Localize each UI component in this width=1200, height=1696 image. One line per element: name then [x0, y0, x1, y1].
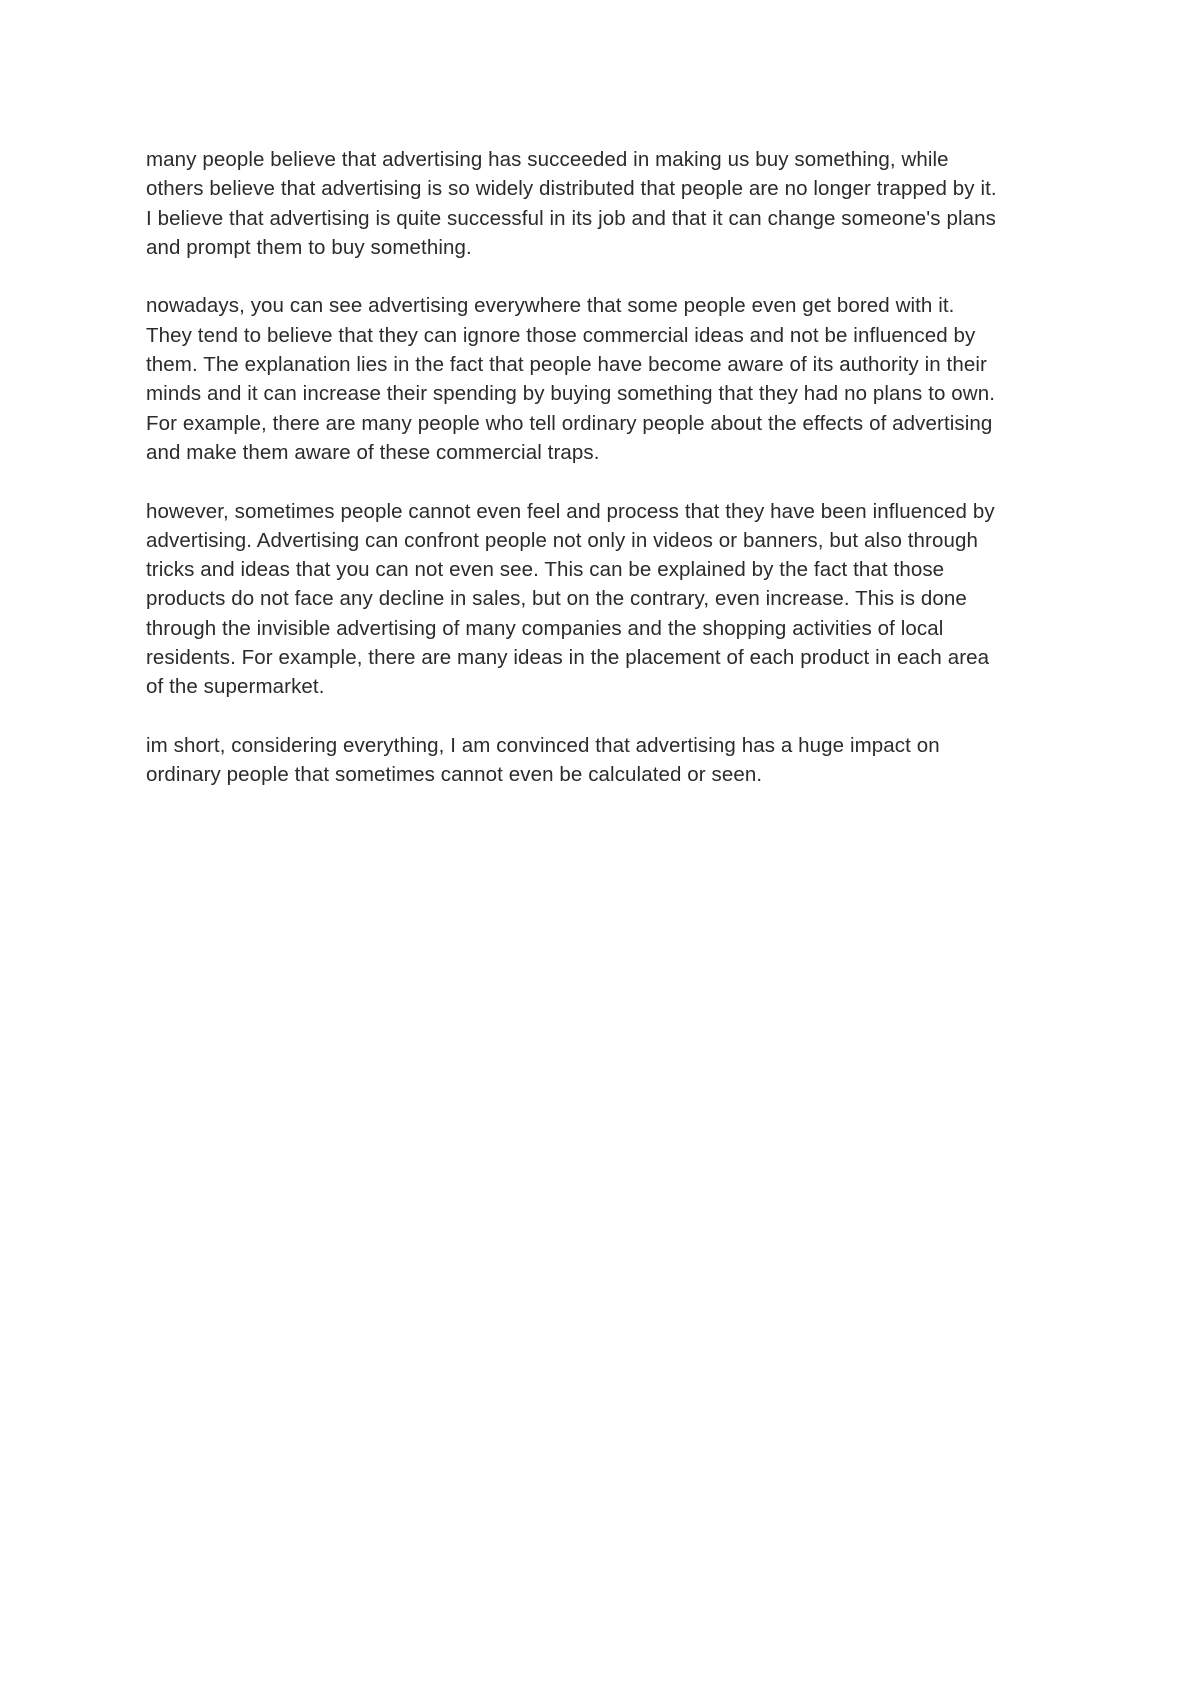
text-line: many people believe that advertising has succeeded in making us buy something, while — [146, 148, 949, 171]
text-line: others believe that advertising is so widely distributed that people are no longer trapped by it. — [146, 177, 997, 201]
text-line: them. The explanation lies in the fact that people have become aware of its authority in their — [146, 353, 987, 377]
paragraph-intro — [146, 145, 1076, 262]
text-line: products do not face any decline in sales, but on the contrary, even increase. This is done — [146, 587, 967, 611]
text-line: residents. For example, there are many ideas in the placement of each product in each area — [146, 646, 990, 670]
text-line: advertising. Advertising can confront people not only in videos or banners, but also through — [146, 528, 978, 552]
paragraph-body-1 — [146, 291, 1076, 467]
text-line: ordinary people that sometimes cannot even be calculated or seen. — [146, 763, 763, 787]
text-line: They tend to believe that they can ignore those commercial ideas and not be influenced by — [146, 323, 976, 347]
text-line: tricks and ideas that you can not even see. This can be explained by the fact that those — [146, 558, 945, 582]
text-line: through the invisible advertising of many companies and the shopping activities of local — [146, 616, 944, 640]
text-line: however, sometimes people cannot even feel and process that they have been influenced by — [146, 499, 995, 523]
text-line: im short, considering everything, I am convinced that advertising has a huge impact on — [146, 733, 940, 757]
text-line: and prompt them to buy something. — [146, 235, 472, 259]
text-line: I believe that advertising is quite successful in its job and that it can change someone's plans — [146, 206, 996, 230]
text-line: of the supermarket. — [146, 675, 325, 699]
text-line: minds and it can increase their spending by buying something that they had no plans to own. — [146, 382, 995, 406]
text-line: For example, there are many people who tell ordinary people about the effects of advertising — [146, 411, 993, 435]
paragraph-body-2 — [146, 497, 1076, 702]
text-line: and make them aware of these commercial traps. — [146, 440, 600, 464]
text-line: nowadays, you can see advertising everywhere that some people even get bored with it. — [146, 294, 955, 318]
essay-body — [146, 145, 1076, 819]
paragraph-conclusion — [146, 731, 1076, 790]
